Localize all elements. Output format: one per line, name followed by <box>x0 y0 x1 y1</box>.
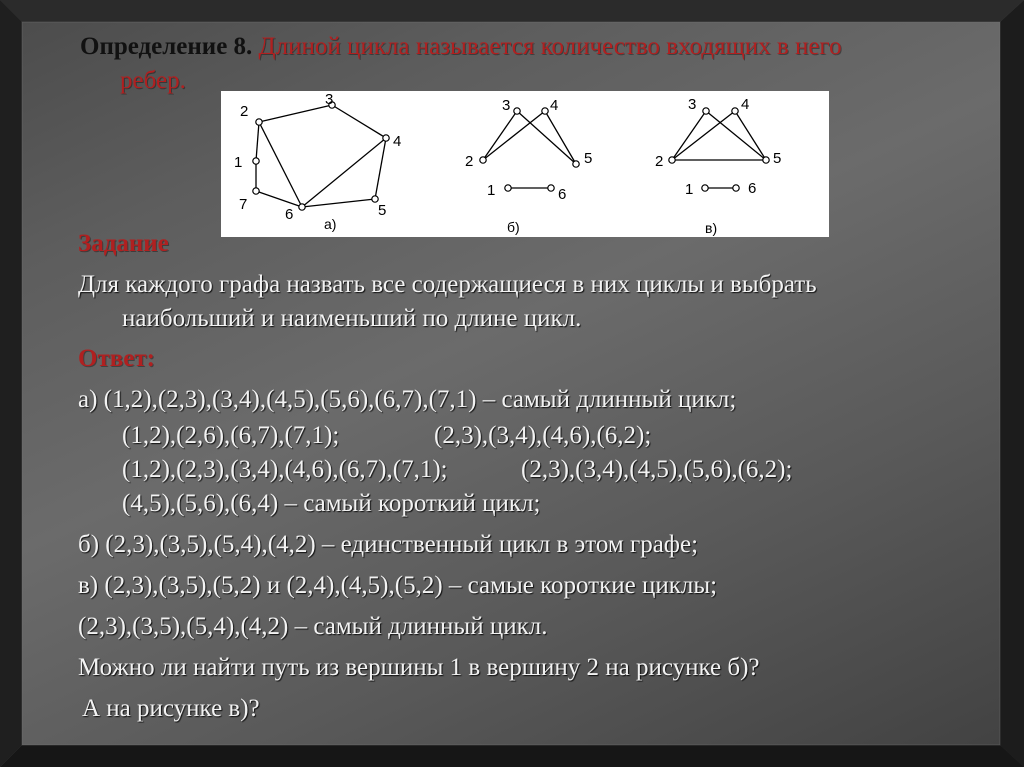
answer-b-line: б) (2,3),(3,5),(5,4),(4,2) – единственный цикл в этом графе; <box>78 531 699 558</box>
vertex-label-3: 3 <box>688 96 697 113</box>
vertex-label-2: 2 <box>465 153 474 170</box>
answer-a-line-2-right: (2,3),(3,4),(4,6),(6,2); <box>434 422 652 449</box>
vertex-2 <box>669 157 675 163</box>
vertex-label-3: 3 <box>325 91 334 108</box>
edge-1-2 <box>256 122 259 161</box>
vertex-label-2: 2 <box>240 103 249 120</box>
answer-a-line-1: а) (1,2),(2,3),(3,4),(4,5),(5,6),(6,7),(7,1) – самый длинный цикл; <box>78 386 737 413</box>
vertex-2 <box>480 157 486 163</box>
graph-drawing <box>221 91 829 237</box>
definition-line-2: ребер. <box>120 67 186 94</box>
edge-4-5 <box>375 138 386 199</box>
vertex-label-1: 1 <box>234 154 243 171</box>
edge-5-4 <box>735 111 766 160</box>
definition-label: Определение 8. <box>80 33 253 60</box>
vertex-label-5: 5 <box>773 150 782 167</box>
vertex-4 <box>732 108 738 114</box>
vertex-label-1: 1 <box>685 181 694 198</box>
edge-3-5 <box>517 111 576 164</box>
vertex-label-2: 2 <box>655 153 664 170</box>
graph-c <box>655 96 781 236</box>
answer-a-line-3-right: (2,3),(3,4),(4,5),(5,6),(6,2); <box>521 456 793 483</box>
question-line-2: А на рисунке в)? <box>82 695 260 722</box>
definition-line-1 <box>80 32 842 62</box>
vertex-label-5: 5 <box>378 202 387 219</box>
edge-4-2 <box>483 111 545 160</box>
vertex-label-7: 7 <box>239 196 248 213</box>
vertex-3 <box>514 108 520 114</box>
graph-caption: в) <box>705 220 718 236</box>
graph-figure <box>221 91 829 237</box>
edge-2-3 <box>259 105 332 122</box>
vertex-2 <box>256 119 262 125</box>
task-line-2: наибольший и наименьший по длине цикл. <box>122 305 582 332</box>
answer-c-line-2: (2,3),(3,5),(5,4),(4,2) – самый длинный цикл. <box>78 613 548 640</box>
definition-text: Длиной цикла называется количество входящих в него <box>258 33 842 60</box>
edge-2-3 <box>672 111 706 160</box>
vertex-label-6: 6 <box>285 206 294 223</box>
vertex-label-6: 6 <box>558 186 567 203</box>
answer-a-line-3-left: (1,2),(2,3),(3,4),(4,6),(6,7),(7,1); <box>122 456 448 483</box>
task-line-1: Для каждого графа назвать все содержащиеся в них циклы и выбрать <box>78 271 817 298</box>
vertex-5 <box>763 157 769 163</box>
vertex-5 <box>573 161 579 167</box>
edge-4-2 <box>672 111 735 160</box>
edge-5-4 <box>545 111 576 164</box>
vertex-4 <box>383 135 389 141</box>
vertex-label-5: 5 <box>584 150 593 167</box>
edge-3-4 <box>332 105 386 138</box>
graph-b <box>465 97 592 235</box>
graph-a <box>234 91 401 232</box>
vertex-label-3: 3 <box>502 97 511 114</box>
vertex-6 <box>733 185 739 191</box>
answer-a-line-4: (4,5),(5,6),(6,4) – самый короткий цикл; <box>122 490 541 517</box>
vertex-label-4: 4 <box>741 96 750 113</box>
question-line-1: Можно ли найти путь из вершины 1 в вершину 2 на рисунке б)? <box>78 654 760 681</box>
vertex-label-4: 4 <box>550 97 559 114</box>
vertex-1 <box>702 185 708 191</box>
vertex-label-6: 6 <box>748 180 757 197</box>
vertex-1 <box>253 158 259 164</box>
graph-caption: а) <box>324 216 337 232</box>
vertex-label-4: 4 <box>393 133 402 150</box>
vertex-4 <box>542 108 548 114</box>
vertex-3 <box>703 108 709 114</box>
graph-caption: б) <box>507 219 520 235</box>
task-heading: Задание <box>78 230 169 257</box>
edge-3-5 <box>706 111 766 160</box>
vertex-1 <box>505 185 511 191</box>
vertex-7 <box>253 188 259 194</box>
answer-heading: Ответ: <box>78 345 155 372</box>
edge-5-6 <box>302 199 375 207</box>
vertex-6 <box>548 185 554 191</box>
vertex-label-1: 1 <box>487 182 496 199</box>
answer-c-line-1: в) (2,3),(3,5),(5,2) и (2,4),(4,5),(5,2) – самые короткие циклы; <box>78 572 718 599</box>
vertex-6 <box>299 204 305 210</box>
answer-a-line-2-left: (1,2),(2,6),(6,7),(7,1); <box>122 422 340 449</box>
edge-2-3 <box>483 111 517 160</box>
